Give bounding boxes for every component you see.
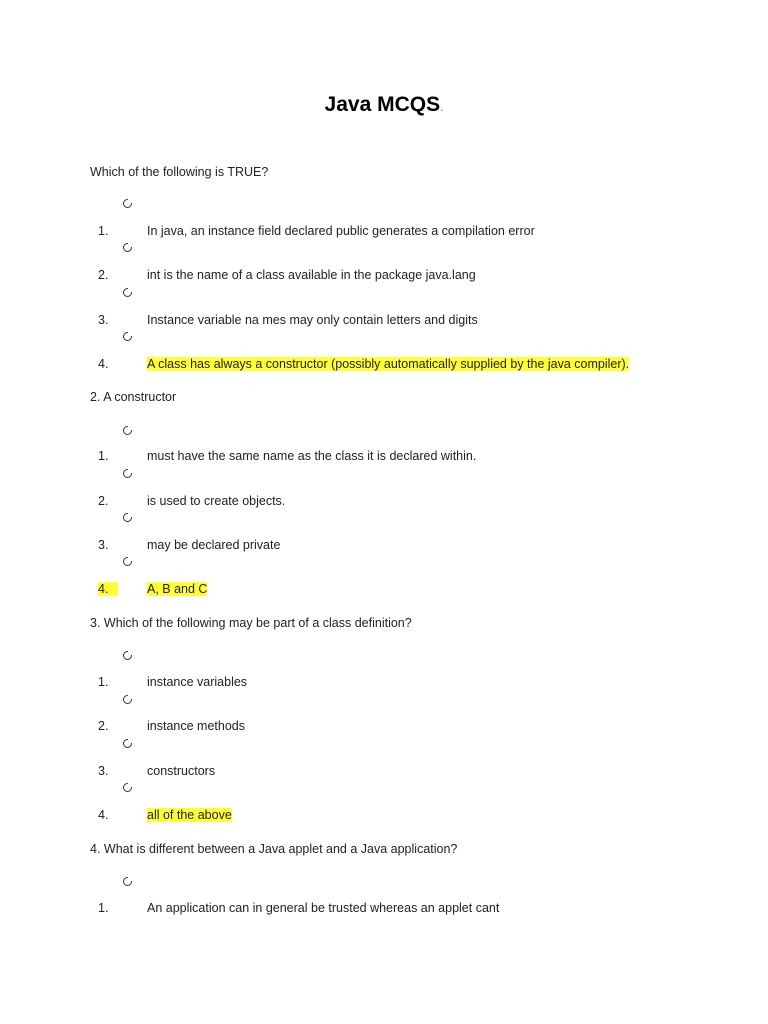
- radio-q1-opt3[interactable]: [123, 288, 132, 297]
- title-text: Java MCQS: [324, 93, 441, 116]
- radio-q3-opt4[interactable]: [123, 783, 132, 792]
- q1-opt3-number: 3.: [98, 313, 109, 327]
- radio-q1-opt1[interactable]: [123, 199, 132, 208]
- page-title: [0, 93, 768, 117]
- question-4-text: 4. What is different between a Java applet and a Java application?: [90, 842, 458, 856]
- q4-opt1-text: An application can in general be trusted whereas an applet cant: [147, 901, 500, 915]
- q3-opt1-number: 1.: [98, 675, 109, 689]
- q3-opt3-text: constructors: [147, 764, 216, 778]
- radio-q1-opt2[interactable]: [123, 243, 132, 252]
- radio-q2-opt2[interactable]: [123, 469, 132, 478]
- radio-q2-opt1[interactable]: [123, 426, 132, 435]
- radio-q4-opt1[interactable]: [123, 877, 132, 886]
- q1-opt3-text: Instance variable na mes may only contain letters and digits: [147, 313, 478, 327]
- q3-opt3-number: 3.: [98, 764, 109, 778]
- radio-q3-opt3[interactable]: [123, 739, 132, 748]
- q3-opt2-number: 2.: [98, 719, 109, 733]
- q3-opt4-number: 4.: [98, 808, 109, 822]
- q2-opt1-text: must have the same name as the class it is declared within.: [147, 449, 477, 463]
- question-3-text: 3. Which of the following may be part of a class definition?: [90, 616, 412, 630]
- q3-opt2-text: instance methods: [147, 719, 245, 733]
- q2-opt4-number-highlighted: 4.: [98, 582, 118, 596]
- q2-opt3-number: 3.: [98, 538, 109, 552]
- radio-q2-opt3[interactable]: [123, 513, 132, 522]
- q2-opt4-text-highlighted: A, B and C: [147, 582, 208, 596]
- radio-q2-opt4[interactable]: [123, 557, 132, 566]
- q4-opt1-number: 1.: [98, 901, 109, 915]
- q1-opt1-text: In java, an instance field declared public generates a compilation error: [147, 224, 535, 238]
- q2-opt2-number: 2.: [98, 494, 109, 508]
- q1-opt1-number: 1.: [98, 224, 109, 238]
- q1-opt2-text: int is the name of a class available in the package java.lang: [147, 268, 476, 282]
- question-1-text: Which of the following is TRUE?: [90, 165, 269, 179]
- q2-opt3-text: may be declared private: [147, 538, 281, 552]
- q1-opt2-number: 2.: [98, 268, 109, 282]
- question-2-text: 2. A constructor: [90, 390, 177, 404]
- radio-q3-opt2[interactable]: [123, 695, 132, 704]
- radio-q3-opt1[interactable]: [123, 651, 132, 660]
- q3-opt4-text-highlighted: all of the above: [147, 808, 232, 822]
- q3-opt1-text: instance variables: [147, 675, 248, 689]
- title-dot: .: [440, 100, 444, 114]
- q2-opt2-text: is used to create objects.: [147, 494, 286, 508]
- q1-opt4-text-highlighted: A class has always a constructor (possibly automatically supplied by the java compiler).: [147, 357, 630, 371]
- q1-opt4-number: 4.: [98, 357, 109, 371]
- q2-opt1-number: 1.: [98, 449, 109, 463]
- radio-q1-opt4[interactable]: [123, 332, 132, 341]
